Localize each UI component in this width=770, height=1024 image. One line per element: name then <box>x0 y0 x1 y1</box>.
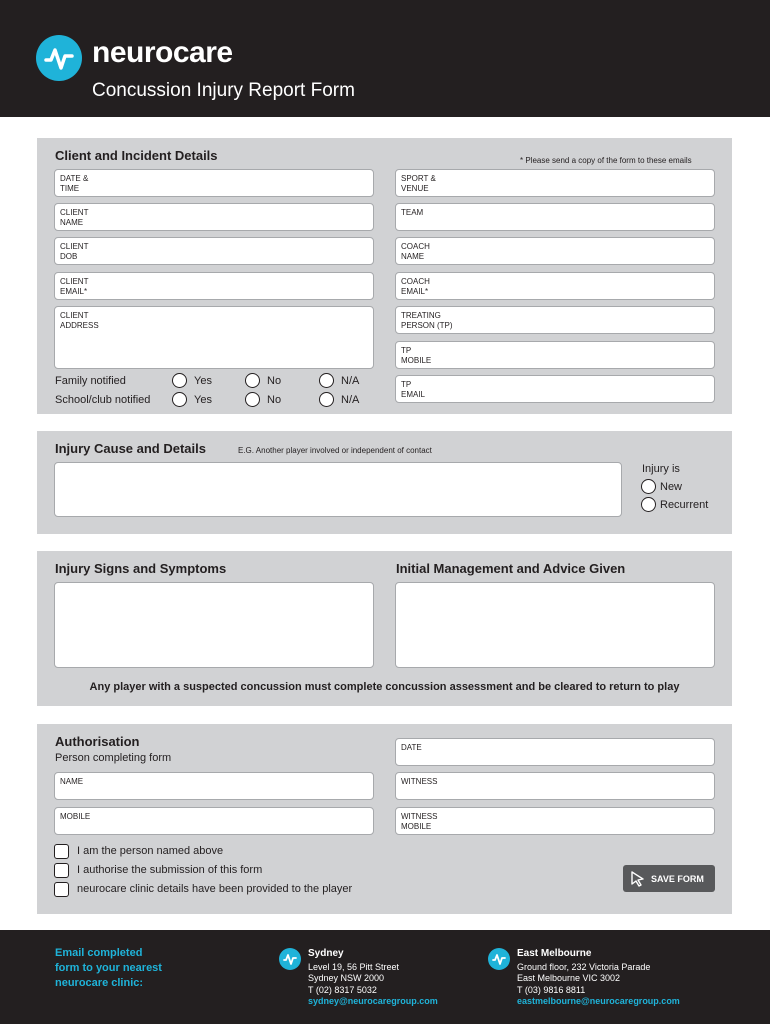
school-notified-label: School/club notified <box>55 394 151 406</box>
radio-label: No <box>267 375 282 387</box>
radio-label: Recurrent <box>660 499 709 511</box>
clinic-name: East Melbourne <box>517 948 592 959</box>
field-label: NAME <box>60 777 84 786</box>
client-email-input[interactable] <box>115 275 369 297</box>
save-form-button[interactable] <box>623 865 715 892</box>
treating-person-input[interactable] <box>456 309 710 331</box>
clinic-email-link[interactable]: eastmelbourne@neurocaregroup.com <box>517 996 680 1006</box>
clinic-email-link[interactable]: sydney@neurocaregroup.com <box>308 996 438 1006</box>
family-na-radio[interactable] <box>319 373 334 388</box>
tp-email-field[interactable] <box>395 375 715 403</box>
checkbox-label: I am the person named above <box>77 845 224 857</box>
email-cta: Email completed form to your nearest neurocare clinic: <box>55 947 162 989</box>
injury-hint: E.G. Another player involved or independent of contact <box>238 446 432 455</box>
clinic-address-line: Level 19, 56 Pitt Street <box>308 961 400 972</box>
family-notified-label: Family notified <box>55 375 126 387</box>
field-label: TP MOBILE <box>401 346 432 365</box>
sport-venue-field[interactable] <box>395 169 715 197</box>
field-label: SPORT & VENUE <box>401 174 436 193</box>
client-address-input[interactable] <box>115 309 369 366</box>
team-input[interactable] <box>456 206 710 228</box>
section-subtitle: Person completing form <box>55 752 172 764</box>
page-footer <box>0 930 770 1024</box>
client-dob-field[interactable] <box>54 237 374 265</box>
coach-name-input[interactable] <box>456 240 710 262</box>
radio-label: New <box>660 481 683 493</box>
client-dob-input[interactable] <box>115 240 369 262</box>
field-label: CLIENT DOB <box>60 242 89 261</box>
injury-cause-input[interactable] <box>59 467 617 514</box>
authorisation-panel <box>37 724 732 914</box>
management-title: Initial Management and Advice Given <box>396 561 626 576</box>
injury-is-label: Injury is <box>642 463 680 475</box>
cursor-arrow-icon <box>629 870 647 888</box>
coach-email-field[interactable] <box>395 272 715 300</box>
clinic-phone: T (03) 9816 8811 <box>517 984 586 995</box>
clinic-name: Sydney <box>308 948 344 959</box>
injury-cause-panel <box>37 431 732 534</box>
email-note: * Please send a copy of the form to these emails <box>520 156 692 165</box>
clinic-address-line: Sydney NSW 2000 <box>308 973 385 983</box>
field-label: CLIENT EMAIL* <box>60 277 89 296</box>
clinic-details-checkbox[interactable] <box>54 882 69 897</box>
tp-mobile-input[interactable] <box>456 344 710 366</box>
radio-label: Yes <box>194 394 212 406</box>
field-label: TP EMAIL <box>401 380 426 399</box>
section-title: Injury Cause and Details <box>55 441 206 456</box>
save-form-label: SAVE FORM <box>651 874 704 884</box>
signs-title: Injury Signs and Symptoms <box>55 561 227 576</box>
neurocare-wave-icon <box>279 948 301 970</box>
east-melbourne-clinic <box>517 948 680 1008</box>
clinic-address-line: Ground floor, 232 Victoria Parade <box>517 961 651 972</box>
client-name-field[interactable] <box>54 203 374 231</box>
family-no-radio[interactable] <box>245 373 260 388</box>
signs-field[interactable] <box>54 582 374 668</box>
sydney-clinic <box>308 948 438 1008</box>
witness-field[interactable] <box>395 772 715 800</box>
checkbox-label: neurocare clinic details have been provided to the player <box>77 883 353 895</box>
field-label: CLIENT NAME <box>60 208 89 227</box>
neurocare-wave-icon <box>488 948 510 970</box>
management-field[interactable] <box>395 582 715 668</box>
name-field[interactable] <box>54 772 374 800</box>
team-field[interactable] <box>395 203 715 231</box>
family-yes-radio[interactable] <box>172 373 187 388</box>
injury-cause-field[interactable] <box>54 462 622 517</box>
signs-management-panel <box>37 551 732 706</box>
tp-mobile-field[interactable] <box>395 341 715 369</box>
radio-label: No <box>267 394 282 406</box>
mobile-input[interactable] <box>115 810 369 832</box>
witness-input[interactable] <box>456 775 710 797</box>
school-yes-radio[interactable] <box>172 392 187 407</box>
clinic-phone: T (02) 8317 5032 <box>308 984 377 995</box>
radio-label: N/A <box>341 375 360 387</box>
signs-input[interactable] <box>59 587 369 665</box>
client-name-input[interactable] <box>115 206 369 228</box>
date-input[interactable] <box>456 741 710 763</box>
management-input[interactable] <box>400 587 710 665</box>
injury-recurrent-radio[interactable] <box>641 497 656 512</box>
checkbox-label: I authorise the submission of this form <box>77 864 263 876</box>
concussion-warning: Any player with a suspected concussion must complete concussion assessment and be cleared to return to play <box>89 681 680 693</box>
field-label: MOBILE <box>60 812 91 821</box>
witness-mobile-field[interactable] <box>395 807 715 835</box>
field-label: CLIENT ADDRESS <box>60 311 99 330</box>
field-label: DATE <box>401 743 422 752</box>
radio-label: N/A <box>341 394 360 406</box>
page-header <box>0 0 770 117</box>
radio-label: Yes <box>194 375 212 387</box>
field-label: COACH NAME <box>401 242 430 261</box>
brand-name: neurocare <box>92 36 233 69</box>
date-time-field[interactable] <box>54 169 374 197</box>
section-title: Authorisation <box>55 734 140 749</box>
school-na-radio[interactable] <box>319 392 334 407</box>
person-named-checkbox[interactable] <box>54 844 69 859</box>
field-label: DATE & TIME <box>60 174 89 193</box>
field-label: WITNESS MOBILE <box>401 812 438 831</box>
client-email-field[interactable] <box>54 272 374 300</box>
neurocare-wave-icon <box>36 35 82 81</box>
field-label: TEAM <box>401 208 424 217</box>
client-incident-panel <box>37 138 732 414</box>
treating-person-field[interactable] <box>395 306 715 334</box>
form-title: Concussion Injury Report Form <box>92 80 355 101</box>
client-address-field[interactable] <box>54 306 374 369</box>
injury-new-radio[interactable] <box>641 479 656 494</box>
witness-mobile-input[interactable] <box>456 810 710 832</box>
date-field[interactable] <box>395 738 715 766</box>
field-label: TREATING PERSON (TP) <box>401 311 453 330</box>
field-label: COACH EMAIL* <box>401 277 430 296</box>
clinic-address-line: East Melbourne VIC 3002 <box>517 973 621 983</box>
coach-name-field[interactable] <box>395 237 715 265</box>
date-time-input[interactable] <box>115 172 369 194</box>
field-label: WITNESS <box>401 777 438 786</box>
tp-email-input[interactable] <box>456 378 710 400</box>
mobile-field[interactable] <box>54 807 374 835</box>
name-input[interactable] <box>115 775 369 797</box>
coach-email-input[interactable] <box>456 275 710 297</box>
sport-venue-input[interactable] <box>456 172 710 194</box>
section-title: Client and Incident Details <box>55 148 218 163</box>
school-no-radio[interactable] <box>245 392 260 407</box>
authorise-submission-checkbox[interactable] <box>54 863 69 878</box>
